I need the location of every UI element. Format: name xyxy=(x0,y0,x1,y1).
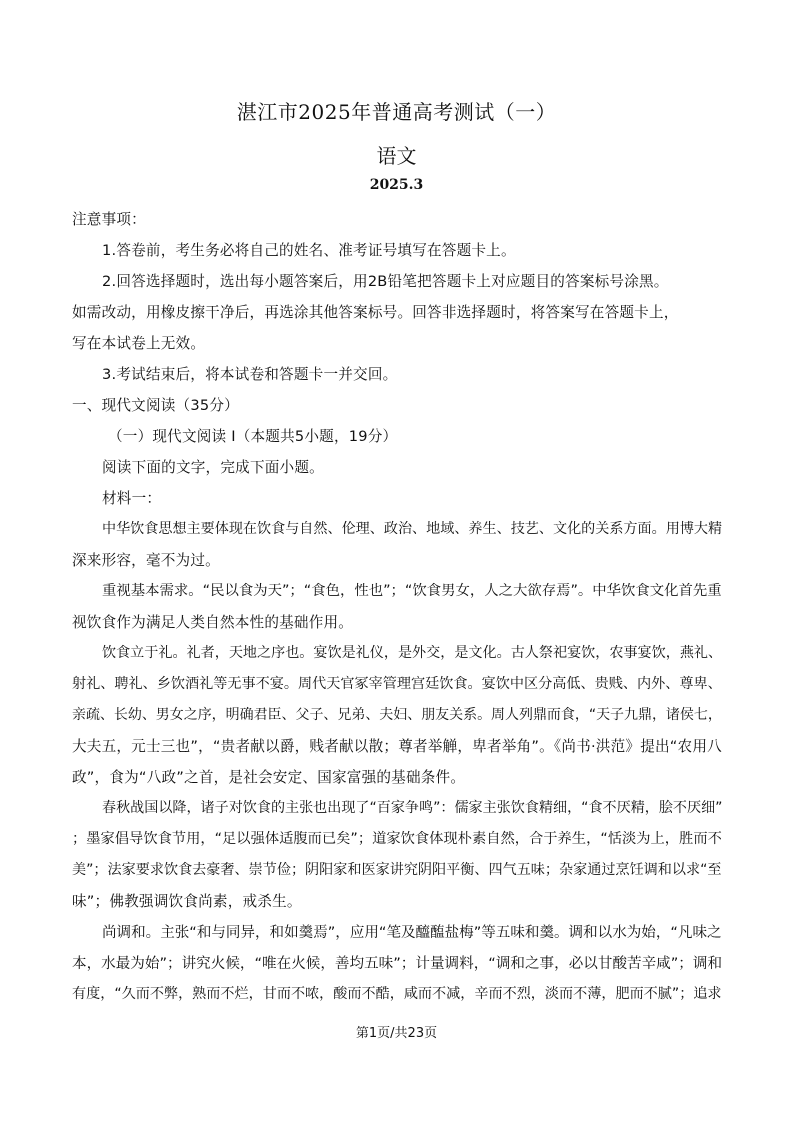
page-number: 第1页/共23页 xyxy=(355,1026,438,1041)
passage-line: 春秋战国以降，诸子对饮食的主张也出现了“百家争鸣”：儒家主张饮食精细，“食不厌精，脍不厌细” xyxy=(102,800,723,816)
notice-block xyxy=(72,204,722,1010)
passage-line: 本，水最为始”；讲究火候，“唯在火候，善均五味”；计量调料，“调和之事，必以甘酸苦辛咸”；调和 xyxy=(72,955,723,972)
passage-line: 视饮食作为满足人类自然本性的基础作用。 xyxy=(72,614,354,631)
passage-line: ；墨家倡导饮食节用，“足以强体适腹而已矣”；道家饮食体现朴素自然，合于养生，“恬淡为上，胜而不 xyxy=(72,831,722,847)
passage-line: 味”；佛教强调饮食尚素，戒杀生。 xyxy=(72,893,302,910)
notice-item-2-line-2: 如需改动，用橡皮擦干净后，再选涂其他答案标号。回答非选择题时，将答案写在答题卡上， xyxy=(72,304,679,321)
notice-item-2-line-1: 2.回答选择题时，选出每小题答案后，用2B铅笔把答题卡上对应题目的答案标号涂黑。 xyxy=(102,273,669,290)
exam-date: 2025.3 xyxy=(369,177,424,193)
passage-line: 中华饮食思想主要体现在饮食与自然、伦理、政治、地域、养生、技艺、文化的关系方面。用博大精 xyxy=(102,521,723,537)
notice-item-2-line-3: 写在本试卷上无效。 xyxy=(72,335,206,352)
exam-title: 湛江市2025年普通高考测试（一） xyxy=(236,100,557,124)
notice-heading: 注意事项： xyxy=(72,211,146,228)
section-title: 一、现代文阅读（35分） xyxy=(72,397,239,414)
material-label: 材料一： xyxy=(102,490,162,507)
notice-item-1: 1.答卷前，考生务必将自己的姓名、准考证号填写在答题卡上。 xyxy=(102,242,516,259)
passage-line: 政”，食为“八政”之首，是社会安定、国家富强的基础条件。 xyxy=(72,769,466,786)
section-instruction: 阅读下面的文字，完成下面小题。 xyxy=(102,459,324,476)
notice-item-3: 3.考试结束后，将本试卷和答题卡一并交回。 xyxy=(102,366,398,383)
passage-line: 射礼、聘礼、乡饮酒礼等无事不宴。周代天官冢宰管理宫廷饮食。宴饮中区分高低、贵贱、内外、尊卑、 xyxy=(72,676,722,692)
passage-line: 尚调和。主张“和与同异，和如羹焉”，应用“笔及醯醢盐梅”等五味和羹。调和以水为始，“凡味之 xyxy=(102,924,722,941)
passage-line: 亲疏、长幼、男女之序，明确君臣、父子、兄弟、夫妇、朋友关系。周人列鼎而食，“天子九鼎，诸侯七， xyxy=(72,707,722,723)
section-subtitle: （一）现代文阅读 I（本题共5小题，19分） xyxy=(108,428,398,445)
passage-line: 大夫五，元士三也”，“贵者献以爵，贱者献以散；尊者举觯，卑者举角”。《尚书·洪范》提出“农用八 xyxy=(72,738,722,755)
passage-line: 饮食立于礼。礼者，天地之序也。宴饮是礼仪，是外交，是文化。古人祭祀宴饮，农事宴饮，燕礼、 xyxy=(102,645,723,661)
passage-line: 深来形容，毫不为过。 xyxy=(72,552,220,569)
passage-line: 美”；法家要求饮食去豪奢、崇节俭；阴阳家和医家讲究阴阳平衡、四气五味；杂家通过烹饪调和以求“至 xyxy=(72,862,722,878)
subject-title: 语文 xyxy=(376,144,417,168)
passage-line: 重视基本需求。“民以食为天”；“食色，性也”；“饮食男女，人之大欲存焉”。中华饮食文化首先重 xyxy=(102,583,722,599)
passage-line: 有度，“久而不弊，熟而不烂，甘而不哝，酸而不酷，咸而不减，辛而不烈，淡而不薄，肥而不腻”；追求 xyxy=(72,986,722,1002)
